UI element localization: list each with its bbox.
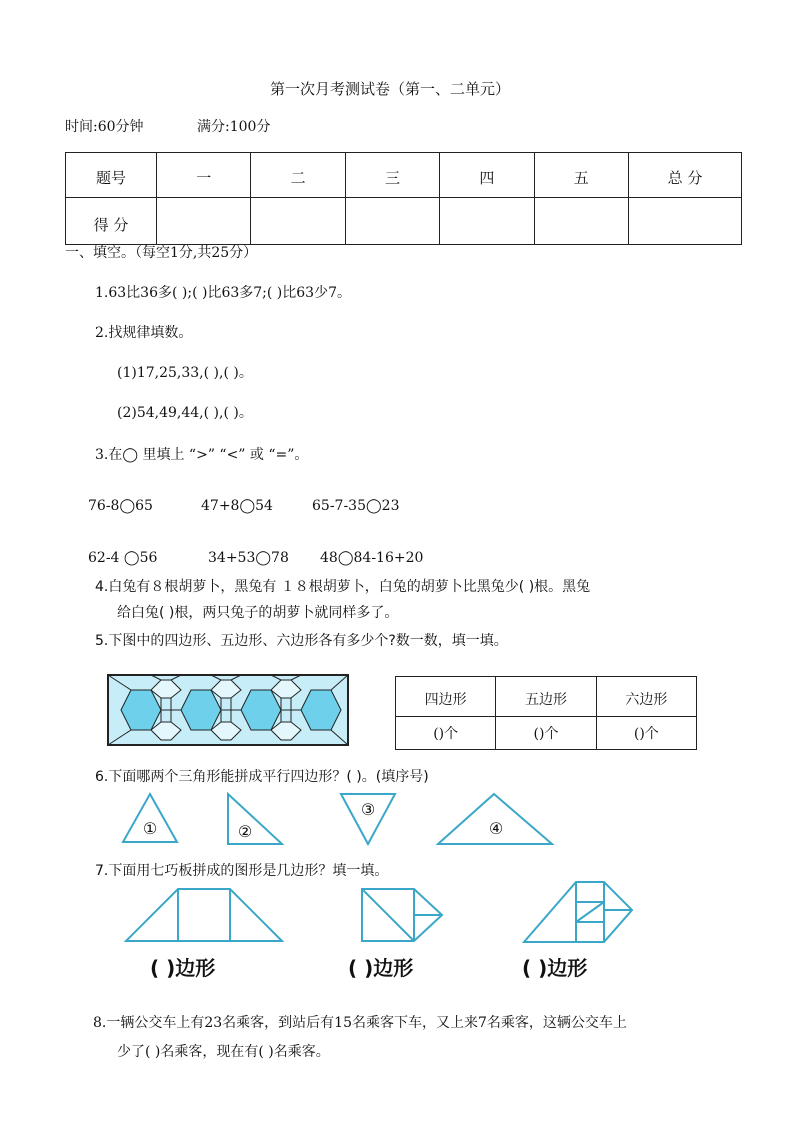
answer-circle-icon[interactable]: ◯ bbox=[239, 498, 256, 514]
triangle-label: ④ bbox=[488, 819, 504, 838]
tangram-answer-2[interactable]: ( )边形 bbox=[348, 956, 414, 980]
count-header-cell: 五边形 bbox=[496, 677, 596, 717]
triangle-4 bbox=[436, 792, 554, 846]
compare-right: 78 bbox=[271, 550, 289, 566]
score-header-cell: 题号 bbox=[66, 153, 157, 198]
compare-right: 84-16+20 bbox=[353, 550, 424, 566]
tangram-pentagon bbox=[360, 887, 444, 943]
tangram-answer-3[interactable]: ( )边形 bbox=[522, 956, 588, 980]
compare-left: 34+53 bbox=[208, 550, 256, 566]
score-input-cell[interactable] bbox=[629, 198, 742, 245]
triangle-2 bbox=[226, 792, 284, 846]
compare-left: 76-8 bbox=[88, 498, 120, 514]
compare-left: 62-4 bbox=[88, 550, 124, 566]
compare-item-4 bbox=[88, 550, 157, 566]
compare-left: 48 bbox=[320, 550, 338, 566]
section-heading: 一、填空。（每空1分,共25分） bbox=[65, 245, 258, 261]
triangle-3 bbox=[339, 792, 397, 846]
count-header-cell: 六边形 bbox=[596, 677, 696, 717]
answer-circle-icon[interactable]: ◯ bbox=[366, 498, 382, 514]
compare-right: 56 bbox=[139, 550, 158, 566]
score-header-cell: 一 bbox=[157, 153, 251, 198]
time-limit: 时间:60分钟 bbox=[65, 119, 144, 135]
answer-circle-icon[interactable]: ◯ bbox=[119, 498, 136, 514]
count-answer-cell[interactable]: ()个 bbox=[496, 717, 596, 750]
count-header-cell: 四边形 bbox=[396, 677, 496, 717]
score-header-cell: 五 bbox=[534, 153, 628, 198]
question-2-part-1: (1)17,25,33,( ),( )。 bbox=[117, 365, 253, 381]
compare-right: 65 bbox=[135, 498, 153, 514]
question-8-line-2: 少了( )名乘客，现在有( )名乘客。 bbox=[117, 1044, 330, 1060]
score-header-cell: 二 bbox=[251, 153, 345, 198]
score-input-cell[interactable] bbox=[157, 198, 251, 245]
compare-item-1 bbox=[88, 498, 153, 514]
tangram-trapezoid bbox=[124, 887, 284, 943]
compare-right: 23 bbox=[381, 498, 400, 514]
compare-right: 54 bbox=[255, 498, 273, 514]
score-table bbox=[65, 152, 742, 245]
score-input-cell[interactable] bbox=[534, 198, 628, 245]
page-title: 第一次月考测试卷（第一、二单元） bbox=[270, 80, 511, 98]
compare-item-2 bbox=[201, 498, 273, 514]
question-4-line-2: 给白兔( )根，两只兔子的胡萝卜就同样多了。 bbox=[117, 605, 399, 621]
answer-circle-icon[interactable]: ◯ bbox=[255, 550, 272, 566]
score-input-cell[interactable] bbox=[440, 198, 534, 245]
tangram-hexagon bbox=[522, 880, 634, 944]
full-score: 满分:100分 bbox=[197, 119, 271, 135]
compare-left: 47+8 bbox=[201, 498, 240, 514]
answer-circle-icon[interactable]: ◯ bbox=[337, 550, 354, 566]
count-answer-cell[interactable]: ()个 bbox=[396, 717, 496, 750]
question-5: 5.下图中的四边形、五边形、六边形各有多少个?数一数，填一填。 bbox=[95, 633, 508, 649]
triangle-label: ① bbox=[142, 819, 158, 838]
score-row-label: 得 分 bbox=[66, 198, 157, 245]
question-3: 3.在◯ 里填上 “>” “<” 或 “=”。 bbox=[95, 447, 309, 463]
compare-left: 65-7-35 bbox=[312, 498, 366, 514]
score-input-cell[interactable] bbox=[345, 198, 439, 245]
question-7: 7.下面用七巧板拼成的图形是几边形？填一填。 bbox=[95, 863, 389, 879]
triangle-label: ② bbox=[237, 822, 253, 841]
tangram-answer-1[interactable]: ( )边形 bbox=[150, 956, 216, 980]
compare-item-6 bbox=[320, 550, 423, 566]
score-header-cell: 三 bbox=[345, 153, 439, 198]
triangle-label: ③ bbox=[360, 800, 376, 819]
tessellation-figure bbox=[107, 674, 349, 746]
shape-count-table bbox=[395, 676, 697, 750]
question-1: 1.63比36多( );( )比63多7;( )比63少7。 bbox=[95, 285, 351, 301]
question-2-part-2: (2)54,49,44,( ),( )。 bbox=[117, 405, 253, 421]
count-answer-cell[interactable]: ()个 bbox=[596, 717, 696, 750]
answer-circle-icon[interactable]: ◯ bbox=[123, 550, 140, 566]
question-4-line-1: 4.白兔有８根胡萝卜，黑兔有 １８根胡萝卜，白兔的胡萝卜比黑兔少( )根。黑兔 bbox=[95, 579, 591, 595]
score-input-cell[interactable] bbox=[251, 198, 345, 245]
compare-item-5 bbox=[208, 550, 289, 566]
triangle-1 bbox=[121, 792, 179, 844]
question-2: 2.找规律填数。 bbox=[95, 325, 193, 341]
question-8-line-1: 8.一辆公交车上有23名乘客，到站后有15名乘客下车，又上来7名乘客，这辆公交车上 bbox=[93, 1015, 627, 1031]
score-header-cell: 四 bbox=[440, 153, 534, 198]
question-6: 6.下面哪两个三角形能拼成平行四边形？( )。(填序号) bbox=[95, 769, 429, 785]
score-header-cell: 总 分 bbox=[629, 153, 742, 198]
compare-item-3 bbox=[312, 498, 400, 514]
